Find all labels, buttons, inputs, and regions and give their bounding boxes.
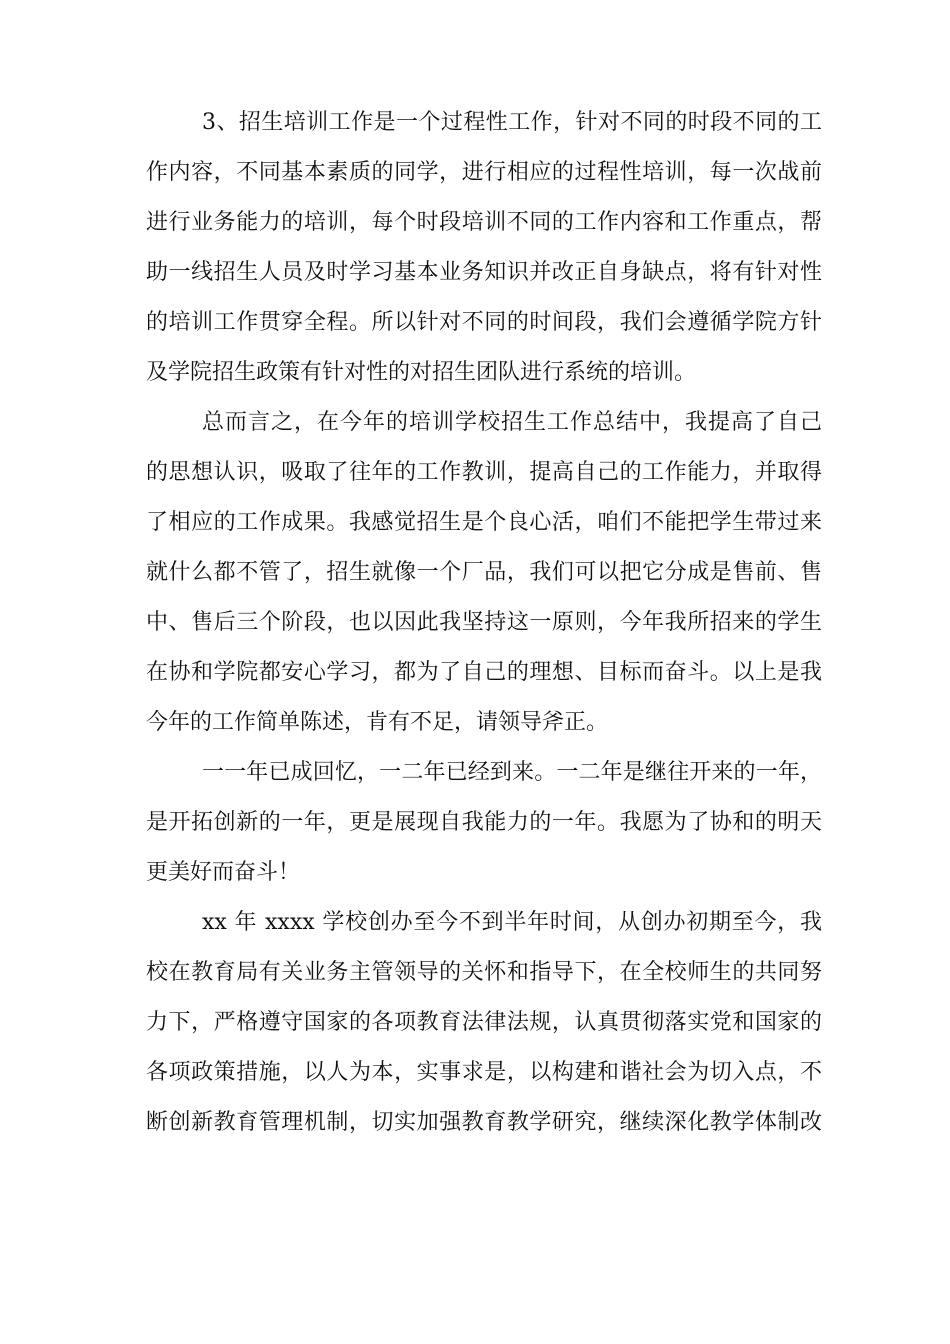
text-line: 总而言之，在今年的培训学校招生工作总结中，我提高了自己 (202, 410, 822, 435)
text-line: 进行业务能力的培训，每个时段培训不同的工作内容和工作重点，帮 (146, 210, 822, 235)
text-line: 3、招生培训工作是一个过程性工作，针对不同的时段不同的工 (202, 110, 822, 135)
document-body (146, 98, 822, 1148)
text-line: 一一年已成回忆，一二年已经到来。一二年是继往开来的一年， (202, 760, 822, 785)
text-line: 今年的工作简单陈述，肯有不足，请领导斧正。 (146, 710, 609, 735)
text-line: 的培训工作贯穿全程。所以针对不同的时间段，我们会遵循学院方针 (146, 310, 822, 335)
paragraph-new-year (146, 748, 822, 898)
text-line: 校在教育局有关业务主管领导的关怀和指导下，在全校师生的共同努 (146, 960, 822, 985)
text-line: 及学院招生政策有针对性的对招生团队进行系统的培训。 (146, 360, 697, 385)
text-line: 就什么都不管了，招生就像一个厂品，我们可以把它分成是售前、售 (146, 560, 822, 585)
text-line: 力下，严格遵守国家的各项教育法律法规，认真贯彻落实党和国家的 (146, 1010, 822, 1035)
text-line: 的思想认识，吸取了往年的工作教训，提高自己的工作能力，并取得 (146, 460, 822, 485)
text-line: 各项政策措施，以人为本，实事求是，以构建和谐社会为切入点，不 (146, 1060, 822, 1085)
text-line: 助一线招生人员及时学习基本业务知识并改正自身缺点，将有针对性 (146, 260, 822, 285)
paragraph-school-founding (146, 898, 822, 1148)
text-line: xx 年 xxxx 学校创办至今不到半年时间，从创办初期至今，我 (202, 910, 822, 935)
text-line: 更美好而奋斗！ (146, 860, 301, 885)
text-line: 中、售后三个阶段，也以因此我坚持这一原则，今年我所招来的学生 (146, 610, 822, 635)
paragraph-recruitment-training (146, 98, 822, 398)
text-line: 断创新教育管理机制，切实加强教育教学研究，继续深化教学体制改 (146, 1110, 822, 1135)
text-line: 是开拓创新的一年，更是展现自我能力的一年。我愿为了协和的明天 (146, 810, 822, 835)
text-line: 了相应的工作成果。我感觉招生是个良心活，咱们不能把学生带过来 (146, 510, 822, 535)
text-line: 作内容，不同基本素质的同学，进行相应的过程性培训，每一次战前 (146, 160, 822, 185)
paragraph-summary (146, 398, 822, 748)
text-line: 在协和学院都安心学习，都为了自己的理想、目标而奋斗。以上是我 (146, 660, 822, 685)
